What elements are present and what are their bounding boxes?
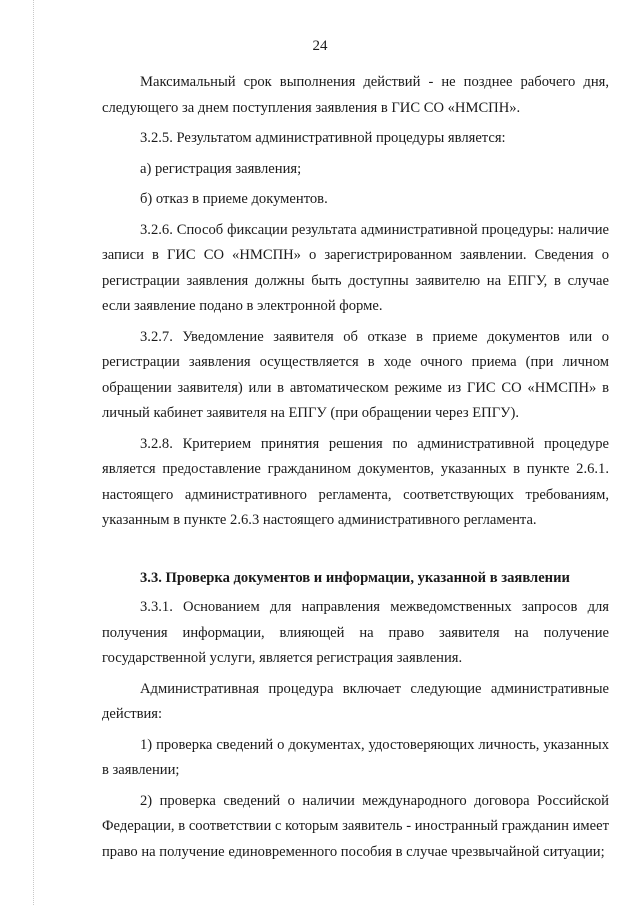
list-item-1: 1) проверка сведений о документах, удостоверяющих личность, указанных в заявлении; bbox=[102, 736, 609, 778]
page-body bbox=[102, 70, 609, 865]
list-item-2: 2) проверка сведений о наличии международного договора Российской Федерации, в соответствии с которым заявитель - иностранный гражданин имеет право на получение единовременного пособия в случае чрезвычайной ситуации; bbox=[102, 792, 609, 860]
paragraph-3-2-5: 3.2.5. Результатом административной процедуры является: bbox=[140, 130, 506, 146]
section-heading-3-3: 3.3. Проверка документов и информации, указанной в заявлении bbox=[140, 569, 570, 586]
page-number: 24 bbox=[312, 38, 328, 54]
list-item-b: б) отказ в приеме документов. bbox=[140, 191, 328, 207]
list-item-a: а) регистрация заявления; bbox=[140, 160, 302, 177]
binding-margin-line bbox=[33, 0, 34, 905]
paragraph-3-2-7: 3.2.7. Уведомление заявителя об отказе в приеме документов или о регистрации заявления осуществляется в ходе очного приема (при личном обращении заявителя) или в автоматическом режиме из ГИС СО «НМСПН» в личный кабинет заявителя на ЕПГУ (при обращении через ЕПГУ). bbox=[102, 328, 609, 421]
paragraph-actions-intro: Административная процедура включает следующие административные действия: bbox=[102, 680, 609, 722]
paragraph-3-2-8: 3.2.8. Критерием принятия решения по административной процедуре является предоставление гражданином документов, указанных в пункте 2.6.1. настоящего административного регламента, соответствующих требованиям, указанным в пункте 2.6.3 настоящего административного регламента. bbox=[102, 435, 609, 528]
paragraph-3-2-6: 3.2.6. Способ фиксации результата административной процедуры: наличие записи в ГИС СО «НМСПН» о зарегистрированном заявлении. Сведения о регистрации заявления должны быть доступны заявителю на ЕПГУ, в случае если заявление подано в электронной форме. bbox=[102, 221, 609, 314]
paragraph-deadline: Максимальный срок выполнения действий - не позднее рабочего дня, следующего за днем поступления заявления в ГИС СО «НМСПН». bbox=[102, 74, 609, 116]
paragraph-3-3-1: 3.3.1. Основанием для направления межведомственных запросов для получения информации, влияющей на право заявителя на получение государственной услуги, является регистрация заявления. bbox=[102, 599, 609, 666]
